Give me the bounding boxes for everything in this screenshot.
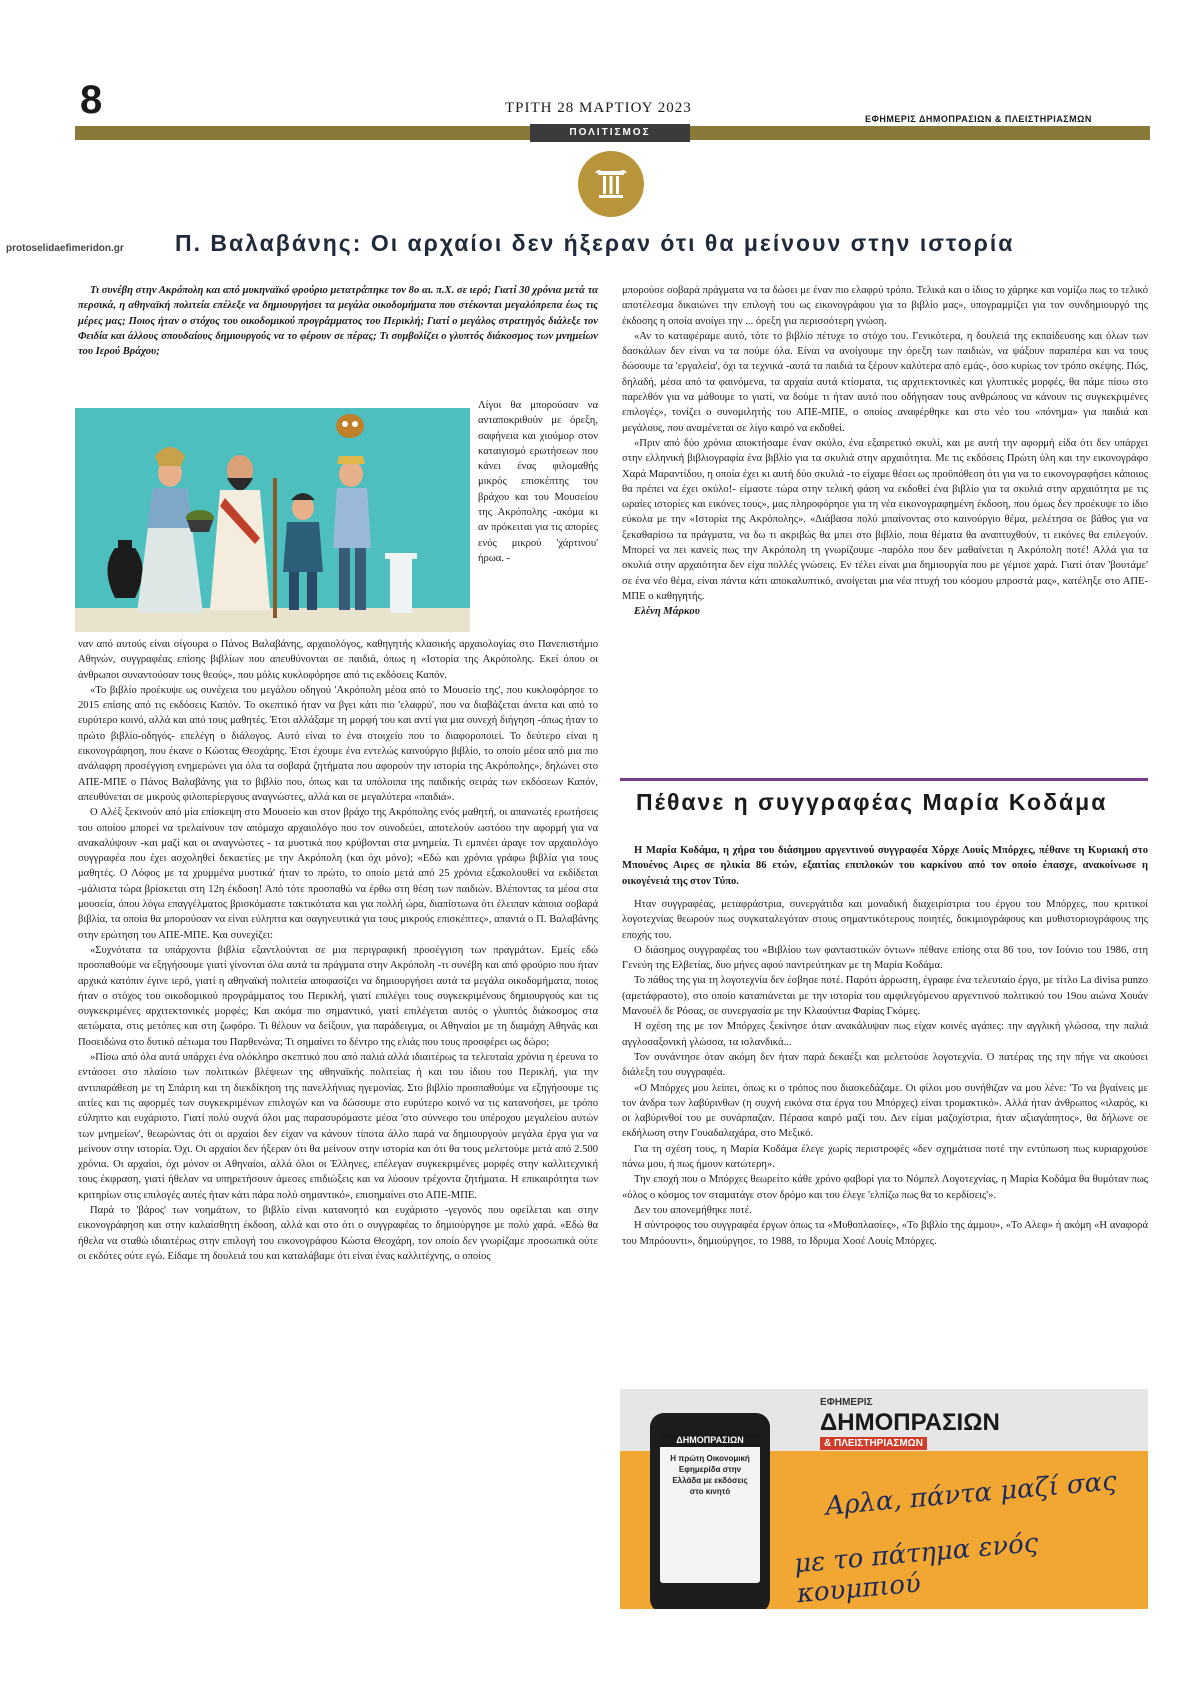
paragraph: Η σχέση της με τον Μπόρχες ξεκίνησε όταν ανακάλυψαν πως είχαν κοινές αγάπες: την αγγλική γλώσσα, την παλιά αγγλοσαξονική γλώσσα, τα ισλανδικά... [622,1021,1148,1048]
ad-brand: ΔΗΜΟΠΡΑΣΙΩΝ [820,1409,1000,1436]
paragraph: «Ο Μπόρχες μου λείπει, όπως κι ο τρόπος που διασκεδάζαμε. Οι φίλοι μου συνήθιζαν να μου λένε: 'Το να βγαίνεις με τον άνδρα των λαβύρινθων (η συχνή εικόνα στα έργα του Μπόρχες) είναι τρομακτικό». Αλλά ήταν άνθρωπος «ιλαρός, κι οι λαβύρινθοί του με συνάρπαζαν. Πέρασα καιρό μαζί του. Δεν είμαι μαζοχίστρια, ήταν αξιαγάπητος», θα δήλωνε σε εκδήλωση στην Γουαδαλαχάρα, στο Μεξικό. [622,1082,1148,1140]
paragraph: «Το βιβλίο προέκυψε ως συνέχεια του μεγάλου οδηγού 'Ακρόπολη μέσα από το Μουσείο της', που κυκλοφόρησε το 2015 επίσης από τις εκδόσεις Καπόν. Το σκεπτικό ήταν να βγει κάτι πιο 'ελαφρύ', που να διαβάζεται άνετα και από το ευρύτερο κοινό, αλλά και από τους μαθητές. Έτσι αλλάξαμε τη μορφή του και αντί για μια συνεχή διήγηση -όπως ήταν το πρώτο βιβλίο-οδηγός- επελέγη ο διάλογος. Αυτό είναι το ένα στοιχείο που το διαφοροποιεί. Το δεύτερο είναι η εικονογράφηση, που έκανε ο Κώστας Θεοχάρης. Έτσι έχουμε ένα εντελώς καινούργιο βιβλίο, το οποίο μέσα από μια πιο ανάλαφρη προσέγγιση ενημερώνει για όλα τα σοβαρά ζητήματα που αφορούν την ιστορία της Ακρόπολης», δηλώνει στο ΑΠΕ-ΜΠΕ ο Πάνος Βαλαβάνης για το βιβλίο που, όπως και τα υπόλοιπα της παιδικής σειράς των εκδόσεων Καπόν, απευθύνεται σε μικρούς φιλοπερίεργους αναγνώστες, αλλά και σε μεγαλύτερα «παιδιά». [78,684,598,803]
text-beside-image: Λίγοι θα μπορούσαν να ανταποκριθούν με όρεξη, σαφήνεια και χιούμορ στον καταιγισμό ερωτήσεων που κάνει ένας φιλομαθής μικρός επισκέπτης του βράχου και του Μουσείου της Ακρόπολης -ακόμα κι αν πρόκειται για τις απορίες ενός μικρού 'χάρτινου' ήρωα. - [478,400,598,564]
paragraph: Ο διάσημος συγγραφέας του «Βιβλίου των φανταστικών όντων» πέθανε επίσης στα 86 του, τον Ιούνιο του 1986, στη Γενεύη της Ελβετίας, δυο μήνες αφού παντρεύτηκαν με τη Μαρία Κοδάμα. [622,944,1148,972]
paragraph: μπορούσε σοβαρά πράγματα να τα δώσει με έναν πιο ελαφρύ τρόπο. Τελικά και ο ίδιος το χάρηκε και νομίζω πως το τελικό αποτέλεσμα δικαιώνει την επιλογή του ως εικονογράφου για το βιβλίο μας», υπογραμμίζει για τον συνδημιουργό της έκδοσης η οποία ανοίγει την ... όρεξη για περισσότερη γνώση. [622,285,1148,327]
paragraph: Την εποχή που ο Μπόρχες θεωρείτο κάθε χρόνο φαβορί για το Νόμπελ Λογοτεχνίας, η Μαρία Κοδάμα θα θυμόταν πως «όλος ο κόσμος τον σταματάγε στον δρόμο και του έλεγε 'ελπίζω πως θα το κερδίσεις'». [622,1174,1148,1201]
ad-brand-small: ΕΦΗΜΕΡΙΣ [820,1397,873,1408]
article2-body [622,897,1148,1249]
ionic-column-icon [578,151,644,217]
paragraph: Το πάθος της για τη λογοτεχνία δεν έσβησε ποτέ. Παρότι άρρωστη, έγραφε ένα τελευταίο έργο, με τίτλο La divisa punzo (αμετάφραστο), στο οποίο καταπιάνεται με την ιστορία του αμφιλεγόμενου αργεντινού πολιτικού του 19ου αιώνα Χουάν Μανουέλ δε Ρόσας, σε συνεργασία με την Κλαούντια Φαρίας Γκόμες. [622,975,1148,1018]
column-icon [578,151,644,217]
page-number: 8 [80,78,103,122]
book-illustration [75,408,470,632]
paragraph: «Πριν από δύο χρόνια αποκτήσαμε έναν σκύλο, ένα εξαιρετικό σκυλί, και με αυτή την αφορμή είδα ότι δεν υπάρχει στην ελληνική βιβλιογραφία ένα βιβλίο για τα σκυλιά στην αρχαιότητα. Με τις εκδόσεις Πρώτη ύλη και την εικονογράφο Χαρά Μαραντίδου, η οποία έχει κι αυτή δύο σκυλιά -το είχαμε θέσει ως προϋπόθεση ότι για να το εικονογραφήσει κάποιος θα πρέπει να έχει σκύλο!- είμαστε τώρα στην τελική φάση να εκδοθεί ένα βιβλίο για τα σκυλιά στην αρχαιότητα με τις ωραίες ιστορίες και εικόνες τους», μας πληροφόρησε για τη νέα εικονογραφημένη έκδοση, που όμως δεν προέκυψε το ίδιο εύκολα με την «Ιστορία της Ακρόπολης». «Διάβασα πολύ μπαίνοντας στο καινούργιο θέμα, μελέτησα σε βάθος για να ξεκαθαρίσω τα πράγματα, να δω τι ακριβώς θα μπει στο βιβλίο, ποια θέματα θα αναπτυχθούν, τι εικόνες θα επιλεγούν. Μπορεί να πει κανείς πως την Ακρόπολη τη γνωρίζουμε -παρόλο που δεν μαθαίνεται η Ακρόπολη ποτέ! Αλλά για τα σκυλιά στην αρχαιότητα δεν είχα πολλές γνώσεις. Εν τέλει είναι μια δημιουργία που με γέμισε χαρά. Γιατί όταν 'βουτάμε' σε ένα νέο θέμα, είναι πάντα κάτι αποκαλυπτικό, ανοίγεται μια νέα πτυχή του κόσμου μπροστά μας», κατέληξε στο ΑΠΕ-ΜΠΕ ο καθηγητής. [622,437,1148,602]
ad-slogan-line1: Αρλα, πάντα μαζί σας [824,1466,1118,1522]
article2-headline: Πέθανε η συγγραφέας Μαρία Κοδάμα [636,789,1108,815]
paragraph: «Αν το καταφέραμε αυτό, τότε το βιβλίο πέτυχε το στόχο του. Γενικότερα, η δουλειά της εκπαίδευσης και όλων των δασκάλων δεν είναι να τα πούμε όλα. Είναι να ανοίγουμε την όρεξη των παιδιών, να ψάξουν παραπέρα και να τους δώσουμε τα 'εργαλεία', όχι τα τεχνικά -αυτά τα παιδιά τα ξέρουν καλύτερα από εμάς-, όσο κυρίως τον τρόπο σκέψης. Πώς, δηλαδή, μέσα από τα φαινόμενα, τα αρχαία αυτά κτίσματα, τις αρχιτεκτονικές και γλυπτικές μορφές, θα πάμε πίσω στο παρελθόν για να μάθουμε το γιατί, να δούμε τι ήταν αυτό που οδήγησαν τους ανθρώπους να κάνουν τις συγκεκριμένες επιλογές», τονίζει ο συνομιλητής του ΑΠΕ-ΜΠΕ, ο οποίος αναφέρθηκε και στο νέο του «πόνημα» για παιδιά και μεγάλους, που αναμένεται σε λίγο καιρό να εκδοθεί. [622,330,1148,434]
phone-screen [660,1433,760,1583]
ad-brand-sub: & ΠΛΕΙΣΤΗΡΙΑΣΜΩΝ [820,1437,927,1450]
article-headline: Π. Βαλαβάνης: Οι αρχαίοι δεν ήξεραν ότι θα μείνουν στην ιστορία [175,230,1015,256]
article-lead: Τι συνέβη στην Ακρόπολη και από μυκηναϊκό φρούριο μετατράπηκε τον 8ο αι. π.Χ. σε ιερό; Γιατί 30 χρόνια μετά τα περσικά, η αθηναϊκή πολιτεία επέλεξε να δημιουργήσει τα μεγάλα οικοδομήματα που στέκονται μεγαλόπρεπα έως τις μέρες μας; Ποιος ήταν ο στόχος του οικοδομικού προγράμματος του Περικλή; Γιατί ο μεγάλος στρατηγός διάλεξε τον Φειδία και άλλους σπουδαίους δημιουργούς να το φέρουν σε πέρας; Τι συμβολίζει ο γλυπτός διάκοσμος των μνημείων του Ιερού Βράχου; [78,285,598,358]
paragraph: »Πίσω από όλα αυτά υπάρχει ένα ολόκληρο σκεπτικό που από παλιά αλλά ιδιαιτέρως τα τελευταία χρόνια η έρευνα το εντάσσει στο πλαίσιο των πολιτικών βλέψεων της αθηναϊκής πολιτείας ή και του ίδιου του Περικλή, για την αντιπαράθεση με τη Σπάρτη και τη διεκδίκηση της πανελλήνιας ηγεμονίας. Στο βιβλίο προσπαθούμε να εξηγήσουμε τις αιτίες και τις αφορμές των συγκεκριμένων επιλογών και να δώσουμε στο ευρύτερο κοινό να τις κατανοήσει, με τρόπο εύληπτο και ευχάριστο. Γιατί πολύ συχνά όλοι μας παρασυρόμαστε μέσα 'στο σύννεφο του υπέροχου μεγαλείου αυτών των μνημείων', θεωρώντας ότι οι αρχαίοι δεν είχαν να κάνουν τίποτα άλλο παρά να δημιουργούν μεγάλα έργα για να μείνουν στην ιστορία. Όχι. Οι αρχαίοι δεν ήξεραν ότι θα μείνουν στην ιστορία και ότι θα τους μελετούμε μετά από 2.500 χρόνια. Οι αρχαίοι, όχι μόνον οι Αθηναίοι, αλλά όλοι οι Έλληνες, επέλεγαν συγκεκριμένες μορφές στην καλλιτεχνική τους έκφραση, γιατί ήθελαν να υπηρετήσουν άμεσες επιδιώξεις και να λύσουν τρέχοντα ζητήματα. Η επικαιρότητα των κριτηρίων στις επιλογές αυτές ήταν κάτι πάρα πολύ σημαντικό», επισημαίνει στο ΑΠΕ-ΜΠΕ. [78,1052,598,1201]
paragraph: Ηταν συγγραφέας, μεταφράστρια, συνεργάτιδα και μοναδική διαχειρίστρια του έργου του Μπόρχες, που κριτικοί λογοτεχνίας θεωρούν πως συγκαταλεγόταν στους σημαντικότερους ποιητές, δοκιμιογράφους και μυθιστοριογράφους της εποχής του. [622,899,1148,941]
paragraph: Παρά το 'βάρος' των νοημάτων, το βιβλίο είναι κατανοητό και ευχάριστο -γεγονός που οφείλεται και στην εικονογράφηση και στην καλαίσθητη έκδοση, αλλά και στο ότι ο συγγραφέας το δημιούργησε με πολύ χαρά. «Εδώ θα ήθελα να σταθώ ιδιαιτέρως στην επιλογή του εικονογράφου Κώστα Θεοχάρη, τον οποίο δεν γνωρίζαμε προσωπικά ούτε οι εκδότες ούτε εγώ. Είδαμε τη δουλειά του και καταλάβαμε ότι είναι ένας καλλιτέχνης, ο οποίος [78,1204,598,1262]
article-column-2 [622,283,1148,620]
article-divider [620,778,1148,781]
paragraph: Ο Αλέξ ξεκινούν από μία επίσκεψη στο Μουσείο και στον βράχο της Ακρόπολης ενός μαθητή, οι απανωτές ερωτήσεις του οποίου μπορεί να τρελαίνουν τον απόμαχο αρχαιολόγο που τον συνοδεύει, αποτελούν ωστόσο την αφορμή για να ανακαλύψουν -και μαζί και οι αναγνώστες - τα μυστικά που κρύβονται στα μνημεία. Τι εμπνέει άραγε τον αρχαιολόγο συγγραφέα που έχει ασχοληθεί δεκαετίες με την Ακρόπολη (και όχι μόνο); «Εδώ και χρόνια γράφω βιβλία για τους μαθητές. Ο Λόφος με τα χρυμμένα μυστικά' ήταν το πρώτο, το οποίο μετά από 25 χρόνια εξακολουθεί να εκδίδεται -μάλιστα τώρα βρίσκεται στη 12η έκδοση! Από τότε προσπαθώ να έρθω στη θέση των παιδιών. Βλέποντας τα μέσα στα μουσεία, όπου λόγω επαγγέλματος βρισκόμαστε τακτικότατα και για πολλή ώρα, διαπίστωνα ότι έλειπαν κάποια σοβαρά βιβλία, τα οποία θα μπορούσαν να είναι εύληπτα και σαγηνευτικά για τους μικρούς επισκέπτες», απαντά ο Π. Βαλαβάνης στην ερώτηση του ΑΠΕ-ΜΠΕ. Και συνεχίζει: [78,807,598,941]
paragraph: Δεν του απονεμήθηκε ποτέ. [634,1204,752,1216]
phone-screen-brand: ΔΗΜΟΠΡΑΣΙΩΝ [660,1433,760,1447]
phone-screen-text: Η πρώτη Οικονομική Εφημερίδα στην Ελλάδα με εκδόσεις στο κινητό [670,1454,750,1496]
acropolis-figures-illustration [75,408,470,632]
article2-lead: Η Μαρία Κοδάμα, η χήρα του διάσημου αργεντινού συγγραφέα Χόρχε Λουίς Μπόρχες, πέθανε τη Κυριακή στο Μπουένος Αιρες σε ηλικία 86 ετών, εξαιτίας επιπλοκών του καρκίνου από τον οποίο έπασχε, ανακοίνωσε η οικογένειά της στον Τύπο. [622,845,1148,887]
issue-date: ΤΡΙΤΗ 28 ΜΑΡΤΙΟΥ 2023 [505,100,692,116]
paragraph: ναν από αυτούς είναι σίγουρα ο Πάνος Βαλαβάνης, αρχαιολόγος, καθηγητής κλασικής αρχαιολογίας στο Πανεπιστήμιο Αθηνών, συγγραφέας επίσης βιβλίων που απευθύνονται σε παιδιά, όπως η «Ιστορία της Ακρόπολης. Εκεί όπου οι άνθρωποι συναντούσαν τους θεούς», που μόλις κυκλοφόρησε από τις εκδόσεις Καπόν. [78,639,598,681]
author-byline: Ελένη Μάρκου [634,606,700,618]
section-label: ΠΟΛΙΤΙΣΜΟΣ [530,124,690,142]
newspaper-advertisement[interactable] [620,1389,1148,1609]
paragraph: Για τη σχέση τους, η Μαρία Κοδάμα έλεγε χωρίς περιστροφές «δεν σχημάτισα ποτέ την εντύπωση πως κυριαρχούσε πάνω μου, ή πως ήμουν κατώτερη». [622,1143,1148,1171]
source-watermark: protoselidaefimeridon.gr [6,243,124,254]
ad-slogan-line2: με το πάτημα ενός κουμπιού [793,1528,1040,1609]
paragraph: Τον συνάντησε όταν ακόμη δεν ήταν παρά δεκαέξι και μελετούσε λογοτεχνία. Ο πατέρας της την πήγε να ακούσει διάλεξη του συγγραφέα. [622,1051,1148,1079]
paragraph: «Συχνότατα τα υπάρχοντα βιβλία εξαντλούνται σε μια περιγραφική προσέγγιση των πραγμάτων. Εμείς εδώ προσπαθούμε να εξηγήσουμε γιατί γίνονται όλα αυτά τα πράγματα στην Ακρόπολη -τι συνέβη και από φρούριο που ήταν αρχικά κατόπιν έγινε ιερό, γιατί η αθηναϊκή πολιτεία αποφασίζει να δημιουργήσει αυτά τα μεγάλα οικοδομήματα, ποιος ήταν ο στόχος του οικοδομικού προγράμματος του Περικλή, γιατί επιλέγει τους συγκεκριμένους δημιουργούς και τις συγκεκριμένες αρχιτεκτονικές μορφές; Και ακόμα πιο σημαντικό, γιατί επιλέγεται αυτός ο γλυπτός διάκοσμος στα αετώματα, στις μετόπες και στη ζωφόρο. Τι θέλουν να δείξουν, για παράδειγμα, οι Αθηναίοι με τη διαμάχη Αθηνάς και Ποσειδώνα στο δυτικό αέτωμα του Παρθενώνα; Τι σημαίνει το δέντρο της ελιάς που τους προσφέρει ως δώρο; [78,944,598,1048]
masthead-mini: ΕΦΗΜΕΡΙΣ ΔΗΜΟΠΡΑΣΙΩΝ & ΠΛΕΙΣΤΗΡΙΑΣΜΩΝ [865,114,1092,124]
article-column-1 [78,637,598,1264]
paragraph: Η σύντροφος του συγγραφέα έργων όπως τα «Μυθοπλασίες», «Το βιβλίο της άμμου», «Το Αλεφ» ή ακόμη «Η αναφορά του Μπρόουντι», δημιούργησε, το 1988, το Ιδρυμα Χοσέ Λουίς Μπόρχες. [622,1220,1148,1247]
